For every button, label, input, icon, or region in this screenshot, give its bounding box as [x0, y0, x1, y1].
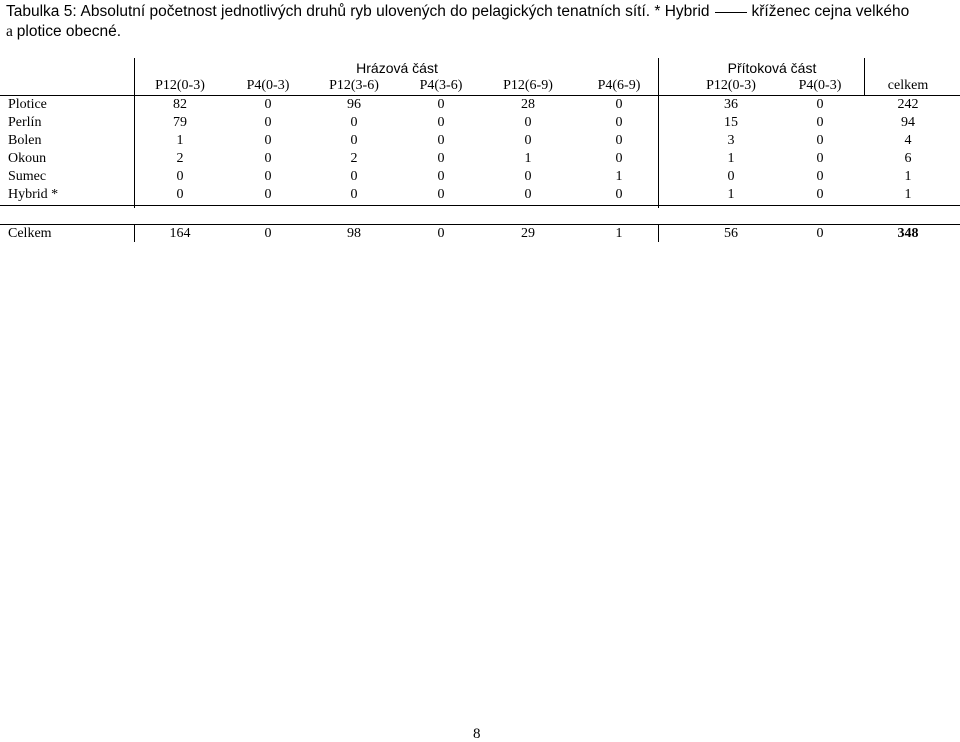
separator-mid	[658, 58, 659, 208]
column-header: P12(6-9)	[503, 78, 553, 93]
row-label: Bolen	[8, 133, 42, 148]
row-label: Okoun	[8, 151, 47, 166]
table-cell: 0	[437, 97, 445, 112]
table-cell: 0	[615, 115, 623, 130]
total-top-rule	[0, 224, 960, 225]
table-cell: 2	[350, 151, 358, 166]
table-cell: 1	[904, 169, 912, 184]
table-cell: 94	[901, 115, 915, 130]
table-cell: 3	[727, 133, 735, 148]
table-cell: 28	[521, 97, 535, 112]
table-cell: 0	[615, 151, 623, 166]
table-cell: 0	[264, 187, 272, 202]
column-header: P12(0-3)	[706, 78, 756, 93]
column-header: P4(6-9)	[597, 78, 641, 93]
total-cell: 164	[169, 226, 191, 241]
grand-total-cell: 348	[897, 226, 919, 241]
table-cell: 0	[437, 187, 445, 202]
total-cell: 98	[347, 226, 361, 241]
table-cell: 0	[816, 151, 824, 166]
row-label: Sumec	[8, 169, 47, 184]
table-cell: 242	[897, 97, 919, 112]
table-cell: 0	[816, 133, 824, 148]
column-header: P12(3-6)	[329, 78, 379, 93]
separator-left-total	[134, 224, 135, 242]
column-header: P4(0-3)	[798, 78, 842, 93]
caption-text-2: kříženec cejna velkého	[751, 3, 910, 20]
table-cell: 0	[615, 187, 623, 202]
fish-count-table	[0, 0, 960, 260]
table-cell: 0	[350, 169, 358, 184]
table-cell: 0	[350, 115, 358, 130]
table-cell: 0	[264, 151, 272, 166]
table-cell: 1	[615, 169, 623, 184]
table-cell: 1	[727, 187, 735, 202]
caption-line2-a: a	[6, 23, 13, 40]
table-cell: 1	[727, 151, 735, 166]
table-cell: 0	[816, 115, 824, 130]
total-row-label: Celkem	[8, 226, 52, 241]
table-cell: 0	[437, 133, 445, 148]
column-header: P12(0-3)	[155, 78, 205, 93]
total-cell: 0	[816, 226, 824, 241]
table-cell: 0	[437, 169, 445, 184]
table-cell: 0	[176, 169, 184, 184]
table-cell: 0	[816, 187, 824, 202]
table-cell: 0	[524, 133, 532, 148]
table-cell: 0	[524, 187, 532, 202]
table-cell: 4	[904, 133, 912, 148]
separator-left	[134, 58, 135, 208]
table-cell: 0	[437, 151, 445, 166]
column-header: celkem	[887, 78, 929, 93]
table-cell: 0	[615, 133, 623, 148]
table-cell: 0	[264, 169, 272, 184]
column-header: P4(3-6)	[419, 78, 463, 93]
table-cell: 36	[724, 97, 738, 112]
table-cell: 0	[437, 115, 445, 130]
column-header: P4(0-3)	[246, 78, 290, 93]
table-cell: 0	[350, 133, 358, 148]
table-cell: 0	[176, 187, 184, 202]
table-cell: 1	[176, 133, 184, 148]
table-cell: 0	[524, 169, 532, 184]
separator-mid-total	[658, 224, 659, 242]
table-cell: 6	[904, 151, 912, 166]
caption-text: Absolutní početnost jednotlivých druhů ryb ulovených do pelagických tenatních sítí. * Hybrid	[80, 3, 710, 20]
row-label: Hybrid *	[8, 187, 59, 202]
table-cell: 0	[727, 169, 735, 184]
row-label: Plotice	[8, 97, 47, 112]
group-header-hrazova: Hrázová část	[356, 60, 438, 76]
total-cell: 29	[521, 226, 535, 241]
total-cell: 1	[615, 226, 623, 241]
table-cell: 0	[615, 97, 623, 112]
table-cell: 1	[904, 187, 912, 202]
separator-right-header	[864, 58, 865, 95]
total-cell: 0	[264, 226, 272, 241]
group-header-pritokova: Přítoková část	[727, 60, 817, 76]
table-cell: 96	[347, 97, 361, 112]
table-cell: 15	[724, 115, 738, 130]
header-rule	[0, 95, 960, 96]
table-cell: 0	[264, 97, 272, 112]
table-cell: 0	[524, 115, 532, 130]
table-cell: 0	[816, 97, 824, 112]
total-cell: 56	[724, 226, 738, 241]
table-cell: 0	[350, 187, 358, 202]
total-cell: 0	[437, 226, 445, 241]
caption-line2-b: plotice obecné.	[16, 23, 122, 40]
table-cell: 0	[264, 115, 272, 130]
caption-label: Tabulka 5:	[6, 3, 77, 20]
table-cell: 79	[173, 115, 187, 130]
row-label: Perlín	[8, 115, 42, 130]
table-cell: 1	[524, 151, 532, 166]
table-cell: 0	[816, 169, 824, 184]
body-bottom-rule	[0, 205, 960, 206]
table-cell: 0	[264, 133, 272, 148]
table-cell: 82	[173, 97, 187, 112]
page-number: 8	[473, 726, 481, 742]
table-cell: 2	[176, 151, 184, 166]
